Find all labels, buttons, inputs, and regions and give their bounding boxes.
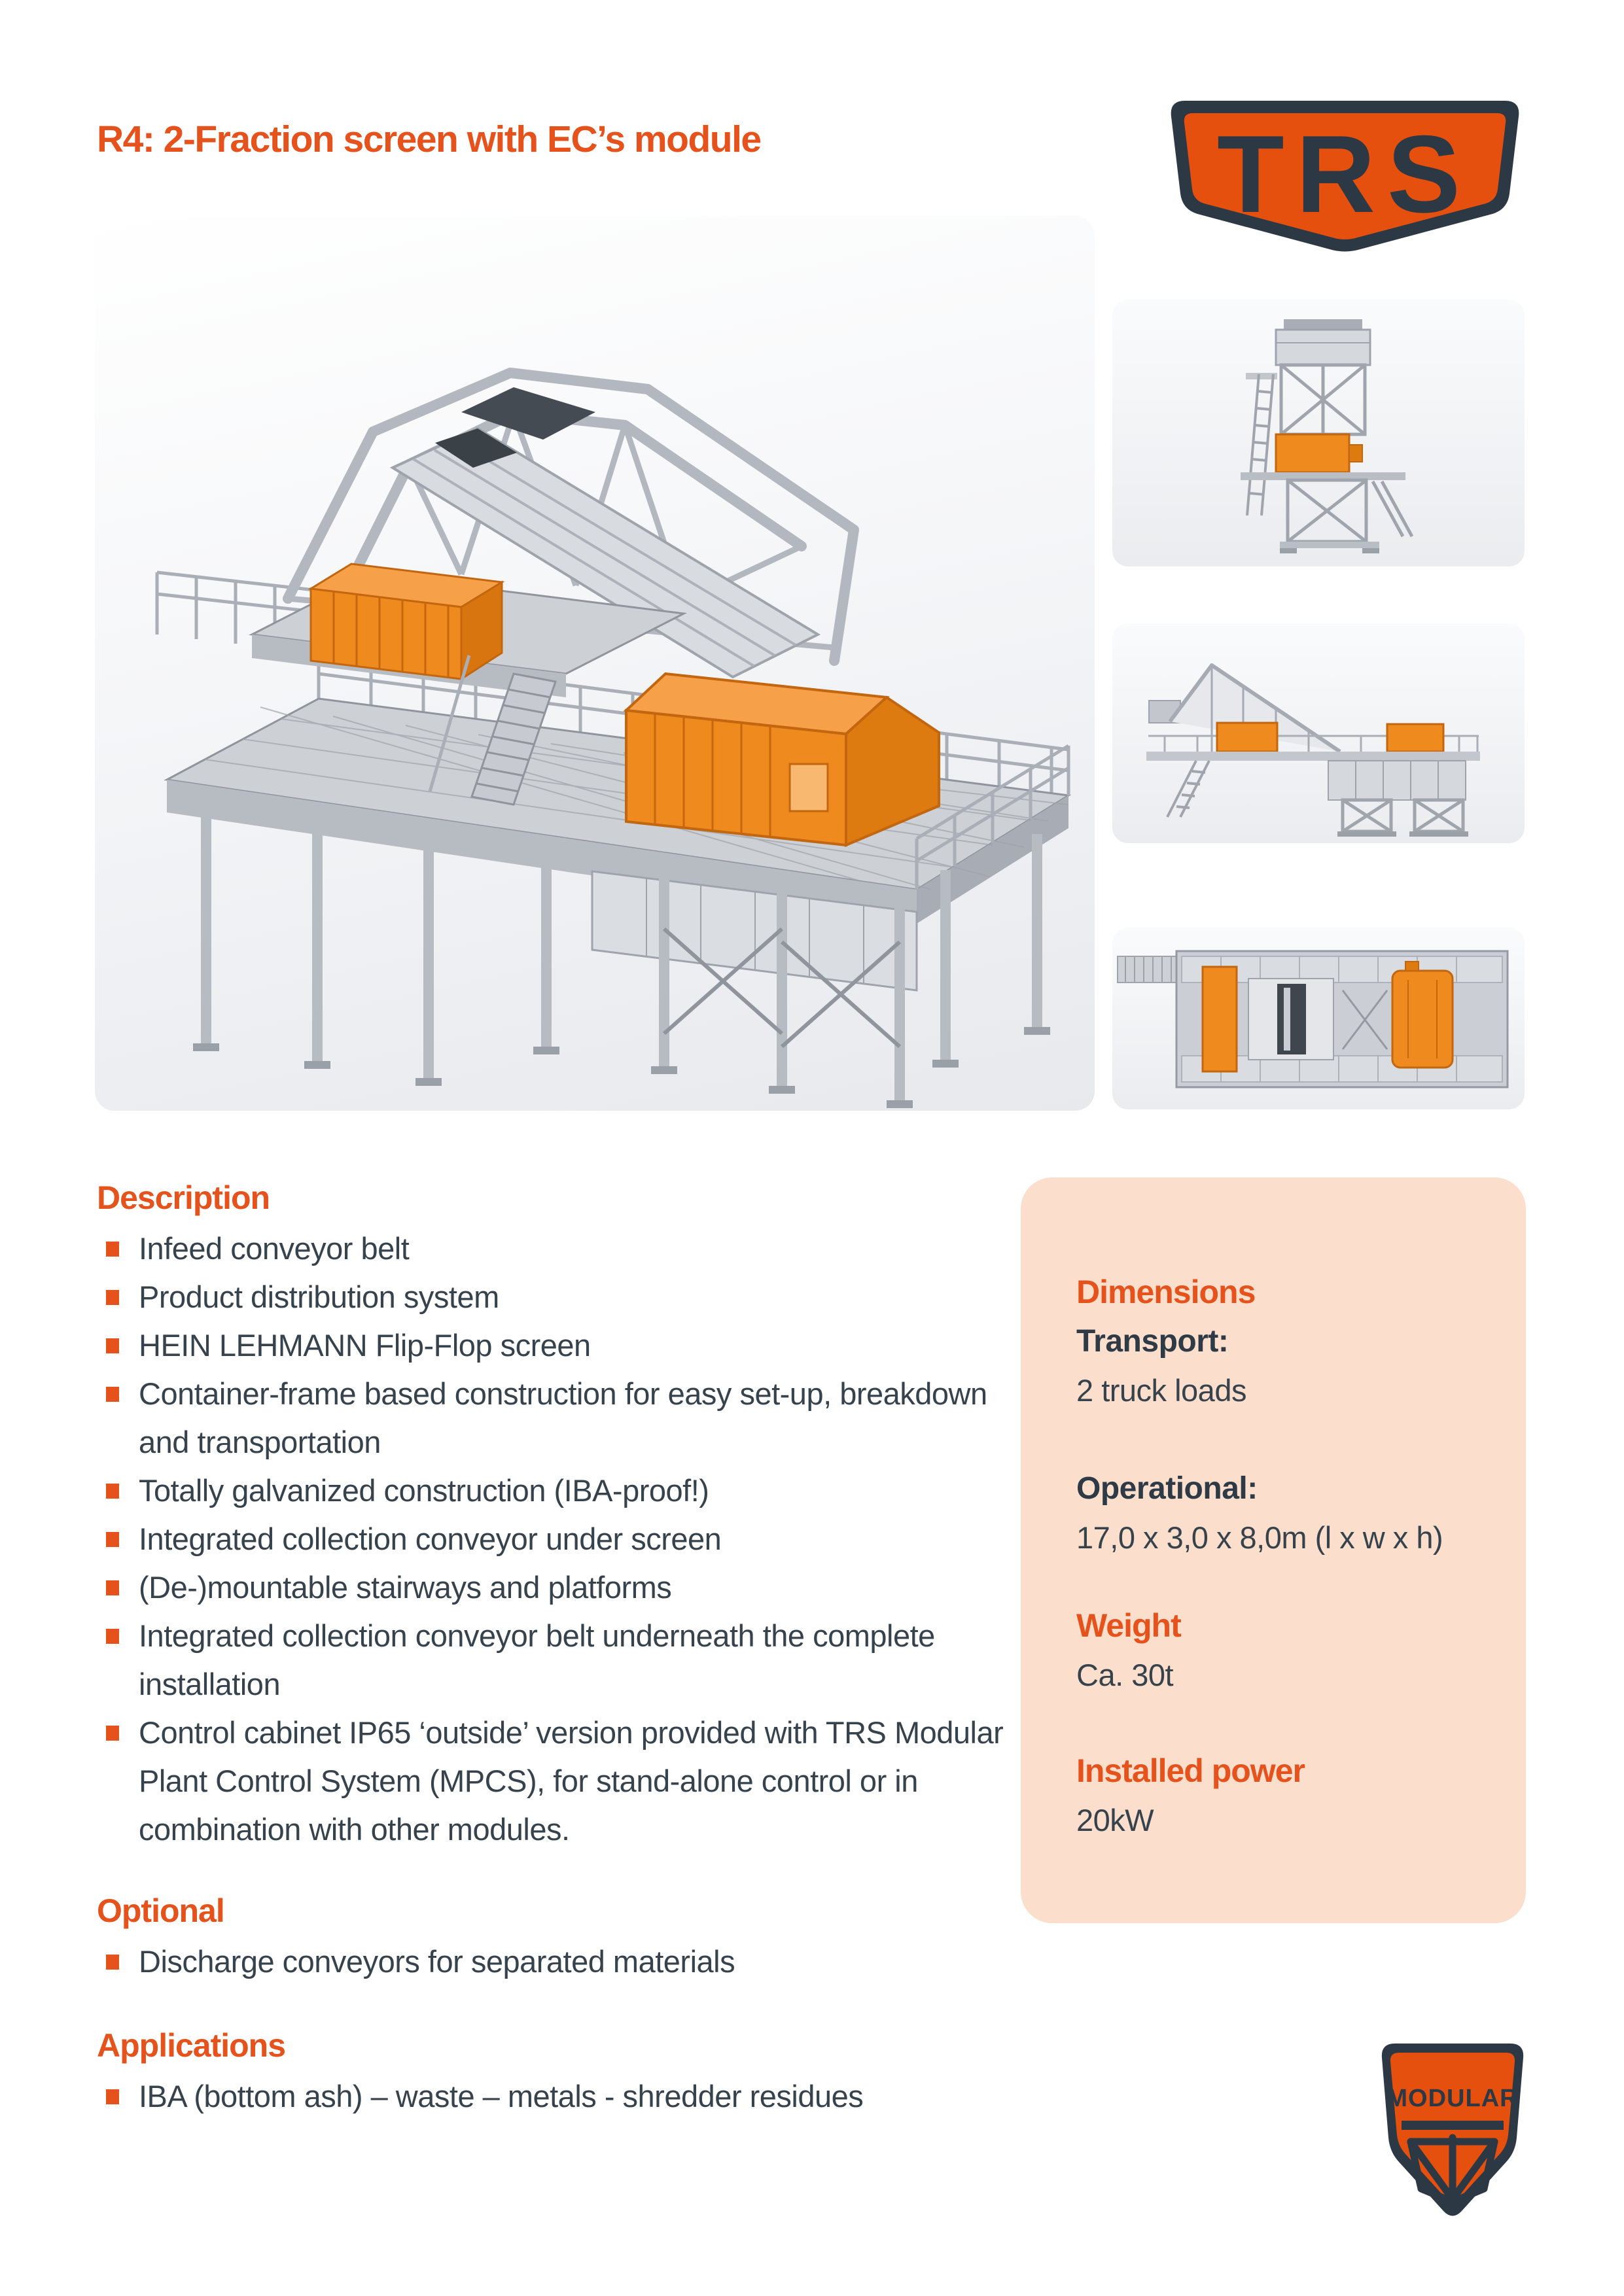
- modular-badge-text: MODULAR: [1386, 2085, 1519, 2112]
- page-title: R4: 2-Fraction screen with EC’s module: [97, 118, 761, 160]
- side-elevation-drawing: [1112, 623, 1525, 843]
- applications-heading: Applications: [97, 2027, 286, 2064]
- list-item: Discharge conveyors for separated materials: [97, 1938, 1029, 1986]
- list-item: Control cabinet IP65 ‘outside’ version provided with TRS Modular Plant Control System (MPCS), for stand-alone control or in combination with other modules.: [97, 1709, 1029, 1854]
- trs-logo-text: TRS: [1217, 113, 1472, 235]
- optional-heading: Optional: [97, 1892, 224, 1929]
- weight-heading: Weight: [1076, 1607, 1181, 1644]
- list-item: IBA (bottom ash) – waste – metals - shredder residues: [97, 2072, 1029, 2121]
- top-view-panel: [1112, 928, 1525, 1109]
- power-value: 20kW: [1076, 1803, 1154, 1837]
- front-elevation-drawing: [1112, 300, 1525, 566]
- list-item: Container-frame based construction for easy set-up, breakdown and transportation: [97, 1370, 1029, 1467]
- transport-label: Transport:: [1076, 1324, 1229, 1359]
- modular-logo-badge: [1377, 2040, 1528, 2236]
- front-view-panel: [1112, 300, 1525, 566]
- power-heading: Installed power: [1076, 1752, 1305, 1789]
- top-plan-drawing: [1112, 928, 1525, 1109]
- description-heading: Description: [97, 1179, 270, 1216]
- trs-logo-icon: [1167, 97, 1523, 254]
- list-item: Integrated collection conveyor under screen: [97, 1515, 1029, 1563]
- list-item: Totally galvanized construction (IBA-proof!): [97, 1467, 1029, 1515]
- transport-value: 2 truck loads: [1076, 1373, 1246, 1408]
- side-view-panel: [1112, 623, 1525, 843]
- operational-label: Operational:: [1076, 1471, 1258, 1506]
- specifications-card: [1021, 1177, 1526, 1923]
- list-item: (De-)mountable stairways and platforms: [97, 1563, 1029, 1612]
- list-item: HEIN LEHMANN Flip-Flop screen: [97, 1321, 1029, 1370]
- operational-value: 17,0 x 3,0 x 8,0m (l x w x h): [1076, 1520, 1443, 1555]
- optional-list: [97, 1938, 1029, 1986]
- list-item: Product distribution system: [97, 1273, 1029, 1321]
- weight-value: Ca. 30t: [1076, 1658, 1174, 1692]
- main-figure-panel: [95, 216, 1095, 1111]
- body-content: [97, 1179, 1029, 2121]
- description-list: [97, 1225, 1029, 1854]
- list-item: Integrated collection conveyor belt underneath the complete installation: [97, 1612, 1029, 1709]
- applications-list: [97, 2072, 1029, 2121]
- modular-badge-icon: [1377, 2040, 1528, 2236]
- trs-logo-badge: [1167, 97, 1523, 254]
- list-item: Infeed conveyor belt: [97, 1225, 1029, 1273]
- dimensions-heading: Dimensions: [1076, 1274, 1256, 1310]
- isometric-machine-drawing: [95, 216, 1095, 1111]
